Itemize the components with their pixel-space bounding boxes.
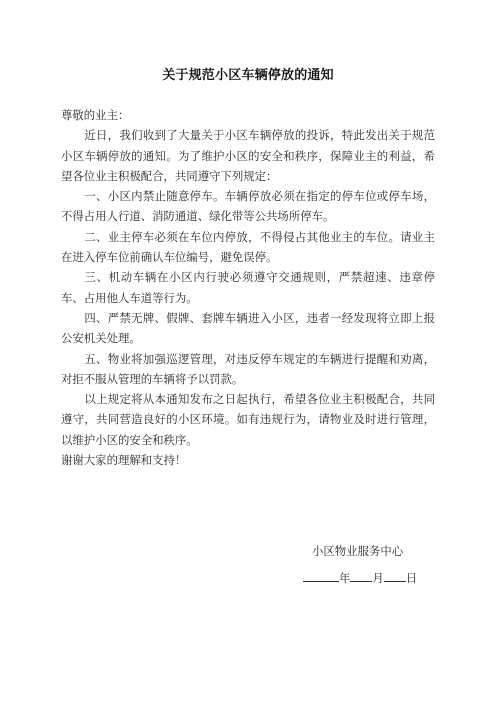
notice-title: 关于规范小区车辆停放的通知 <box>162 68 334 83</box>
effective-paragraph: 以上规定将从本通知发布之日起执行，希望各位业主积极配合，共同遵守，共同营造良好的小区环境。如有违规行为，请物业及时进行管理，以维护小区的安全和秩序。 <box>61 392 435 447</box>
day-blank <box>384 568 406 582</box>
month-blank <box>350 568 372 582</box>
rule-2-paragraph: 二、业主停车必须在车位内停放，不得侵占其他业主的车位。请业主在进入停车位前确认车位编号，避免误停。 <box>61 229 435 265</box>
rule-4-paragraph: 四、严禁无牌、假牌、套牌车辆进入小区，违者一经发现将立即上报公安机关处理。 <box>61 310 435 346</box>
month-label: 月 <box>372 571 384 585</box>
year-blank <box>303 568 339 582</box>
notice-body <box>61 105 435 470</box>
signature-organization: 小区物业服务中心 <box>312 544 404 558</box>
rule-1-paragraph: 一、小区内禁止随意停车。车辆停放必须在指定的停车位或停车场，不得占用人行道、消防通道、绿化带等公共场所停车。 <box>61 189 435 224</box>
intro-paragraph: 近日，我们收到了大量关于小区车辆停放的投诉，特此发出关于规范小区车辆停放的通知。为了维护小区的安全和秩序，保障业主的利益，希望各位业主积极配合，共同遵守下列规定： <box>61 128 435 183</box>
salutation: 尊敬的业主： <box>61 108 130 122</box>
signature-date <box>303 568 417 586</box>
rule-3-paragraph: 三、机动车辆在小区内行驶必须遵守交通规则，严禁超速、违章停车、占用他人车道等行为。 <box>61 270 435 305</box>
rule-5-paragraph: 五、物业将加强巡逻管理，对违反停车规定的车辆进行提醒和劝离，对拒不服从管理的车辆将予以罚款。 <box>61 351 435 386</box>
day-label: 日 <box>405 571 418 585</box>
closing-line: 谢谢大家的理解和支持！ <box>61 453 187 468</box>
year-label: 年 <box>339 571 351 585</box>
